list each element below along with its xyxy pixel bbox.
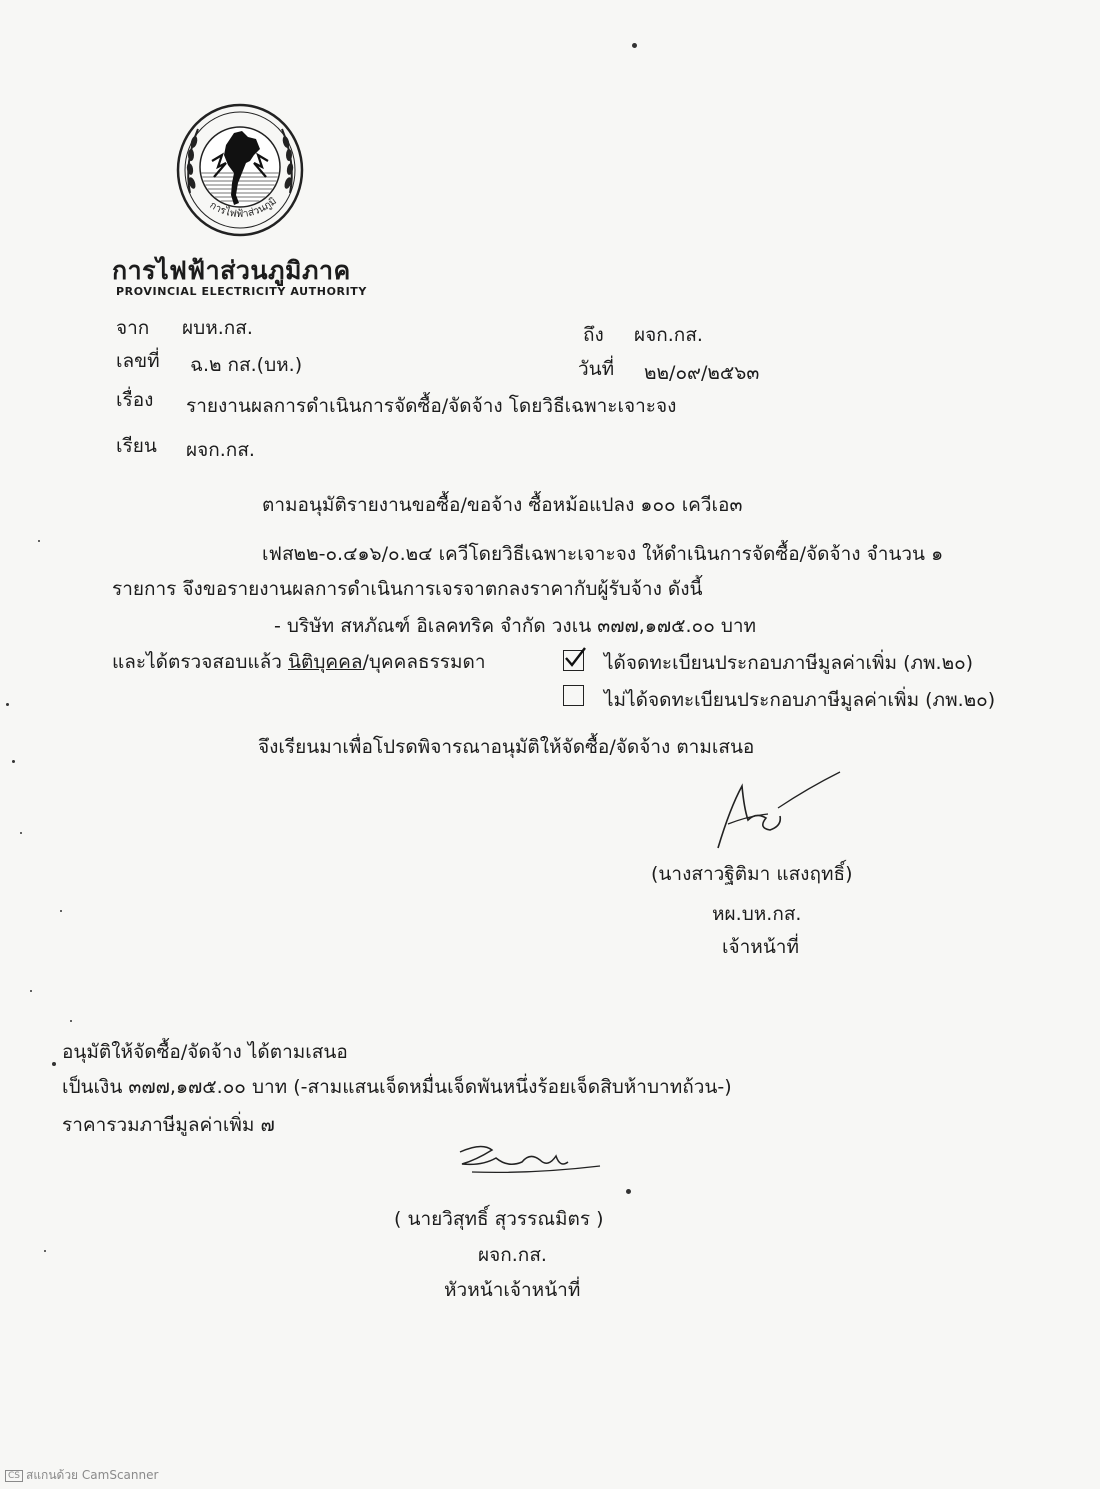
to-label: ถึง: [583, 324, 604, 346]
checkmark-icon: [563, 647, 587, 669]
verification-prefix: และได้ตรวจสอบแล้ว: [112, 651, 282, 673]
from-label: จาก: [116, 317, 150, 339]
signer-2-role: หัวหน้าเจ้าหน้าที่: [444, 1279, 581, 1301]
scan-speck: [626, 1189, 631, 1194]
closing-text: จึงเรียนมาเพื่อโปรดพิจารณาอนุมัติให้จัดซื้อ/จัดจ้าง ตามเสนอ: [258, 736, 755, 758]
scan-speck: [30, 990, 32, 992]
scan-speck: [44, 1250, 46, 1252]
vat-not-registered-checkbox[interactable]: [563, 685, 584, 706]
scan-speck: [12, 760, 15, 763]
subject-label: เรื่อง: [116, 389, 154, 411]
seal-ring-text: การไฟฟ้าส่วนภูมิ: [207, 195, 279, 221]
scan-speck: [60, 910, 62, 912]
scan-speck: [632, 43, 637, 48]
to-value: ผจก.กส.: [634, 324, 703, 346]
vat-registered-label: ได้จดทะเบียนประกอบภาษีมูลค่าเพิ่ม (ภพ.๒๐): [604, 652, 974, 674]
camscanner-text: สแกนด้วย CamScanner: [26, 1468, 159, 1482]
signature-1-icon: [708, 768, 848, 858]
juristic-person-text: นิติบุคคล: [288, 651, 363, 673]
vat-registered-checkbox[interactable]: [563, 650, 584, 671]
document-number-value: ฉ.๒ กส.(บห.): [190, 354, 303, 376]
attention-label: เรียน: [116, 435, 157, 457]
camscanner-watermark: [5, 1466, 158, 1485]
date-label: วันที่: [578, 358, 615, 380]
camscanner-logo-icon: CS: [5, 1470, 23, 1482]
scan-speck: [20, 832, 22, 834]
scan-speck: [52, 1062, 56, 1066]
body-line-2: เฟส๒๒-๐.๔๑๖/๐.๒๔ เควีโดยวิธีเฉพาะเจาะจง ให้ดำเนินการจัดซื้อ/จัดจ้าง จำนวน ๑: [262, 543, 944, 565]
scan-speck: [38, 540, 40, 542]
signer-2-position: ผจก.กส.: [478, 1244, 547, 1266]
approval-line-3: ราคารวมภาษีมูลค่าเพิ่ม ๗: [62, 1114, 275, 1136]
org-name-english: PROVINCIAL ELECTRICITY AUTHORITY: [116, 285, 367, 298]
attention-value: ผจก.กส.: [186, 439, 255, 461]
body-line-3: รายการ จึงขอรายงานผลการดำเนินการเจรจาตกลงราคากับผู้รับจ้าง ดังนี้: [112, 578, 703, 600]
document-number-label: เลขที่: [116, 350, 160, 372]
verification-text: [112, 650, 486, 674]
signer-1-name: (นางสาวฐิติมา แสงฤทธิ์): [651, 863, 853, 885]
approval-line-2: เป็นเงิน ๓๗๗,๑๗๕.๐๐ บาท (-สามแสนเจ็ดหมื่นเจ็ดพันหนึ่งร้อยเจ็ดสิบห้าบาทถ้วน-): [62, 1076, 732, 1098]
vat-not-registered-label: ไม่ได้จดทะเบียนประกอบภาษีมูลค่าเพิ่ม (ภพ.๒๐): [604, 689, 996, 711]
date-value: ๒๒/๐๙/๒๕๖๓: [644, 362, 760, 384]
org-name-thai: การไฟฟ้าส่วนภูมิภาค: [112, 256, 351, 285]
body-line-1: ตามอนุมัติรายงานขอซื้อ/ขอจ้าง ซื้อหม้อแปลง ๑๐๐ เควีเอ๓: [262, 494, 743, 516]
natural-person-text: /บุคคลธรรมดา: [362, 651, 486, 673]
scan-speck: [6, 703, 9, 706]
scan-speck: [70, 1020, 72, 1022]
signer-1-role: เจ้าหน้าที่: [722, 936, 800, 958]
signer-2-name: ( นายวิสุทธิ์ สุวรรณมิตร ): [394, 1208, 604, 1230]
from-value: ผบห.กส.: [182, 317, 253, 339]
signature-2-icon: [452, 1138, 612, 1190]
approval-line-1: อนุมัติให้จัดซื้อ/จัดจ้าง ได้ตามเสนอ: [62, 1041, 348, 1063]
signer-1-position: หผ.บห.กส.: [712, 903, 802, 925]
subject-value: รายงานผลการดำเนินการจัดซื้อ/จัดจ้าง โดยวิธีเฉพาะเจาะจง: [186, 395, 677, 417]
pea-seal-icon: [176, 103, 304, 237]
vendor-line: - บริษัท สหภัณฑ์ อิเลคทริค จำกัด วงเน ๓๗๗,๑๗๕.๐๐ บาท: [274, 615, 757, 637]
